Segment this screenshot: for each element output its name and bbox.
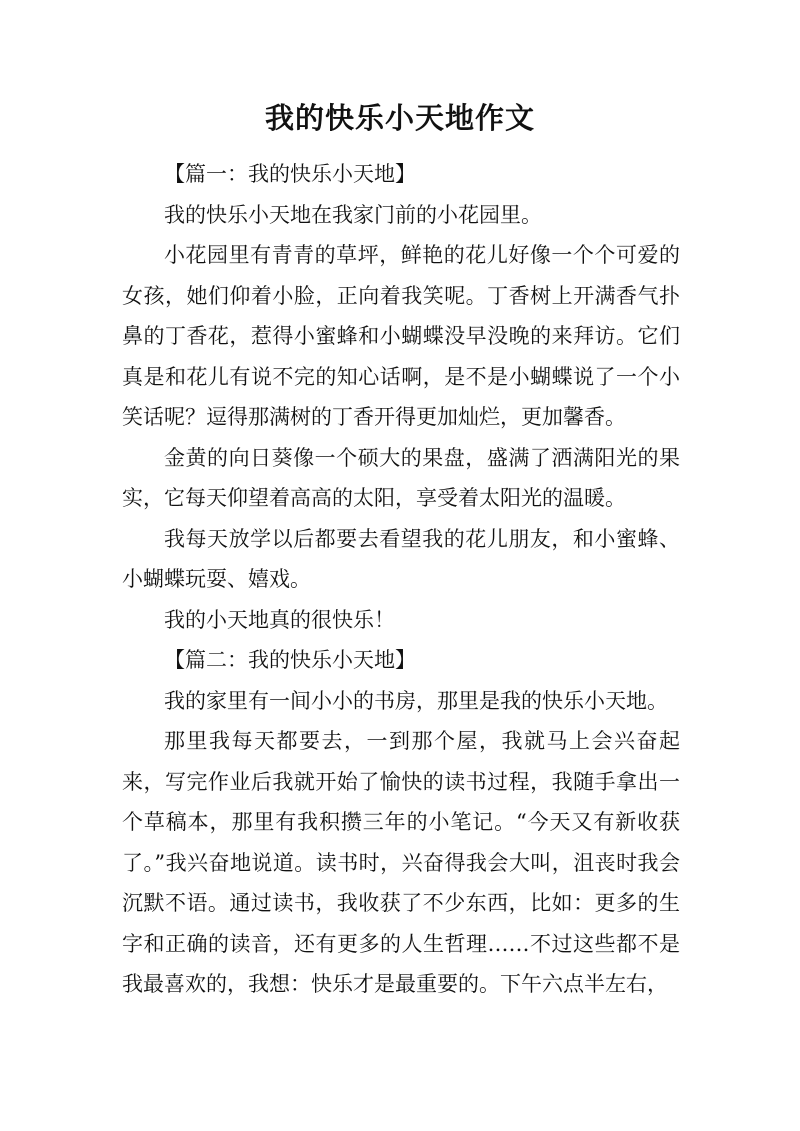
document-title: 我的快乐小天地作文 [264,101,535,135]
paragraph: 我的小天地真的很快乐！ [164,607,395,632]
paragraph: 金黄的向日葵像一个硕大的果盘，盛满了洒满阳光的果实，它每天仰望着高高的太阳，享受着太阳光的温暖。 [122,445,680,510]
document-body [122,154,680,1005]
paragraph: 我每天放学以后都要去看望我的花儿朋友，和小蜜蜂、小蝴蝶玩耍、嬉戏。 [122,526,680,591]
paragraph: 我的快乐小天地在我家门前的小花园里。 [164,202,542,227]
paragraph: 小花园里有青青的草坪，鲜艳的花儿好像一个个可爱的女孩，她们仰着小脸，正向着我笑呢。丁香树上开满香气扑鼻的丁香花，惹得小蜜蜂和小蝴蝶没早没晚的来拜访。它们真是和花儿有说不完的知心话啊，是不是小蝴蝶说了一个小笑话呢？逗得那满树的丁香开得更加灿烂，更加馨香。 [122,243,680,429]
paragraph: 我的家里有一间小小的书房，那里是我的快乐小天地。 [164,688,668,713]
paragraph: 那里我每天都要去，一到那个屋，我就马上会兴奋起来，写完作业后我就开始了愉快的读书过程，我随手拿出一个草稿本，那里有我积攒三年的小笔记。“今天又有新收获了。”我兴奋地说道。读书时，兴奋得我会大叫，沮丧时我会沉默不语。通过读书，我收获了不少东西，比如：更多的生字和正确的读音，还有更多的人生哲理……不过这些都不是我最喜欢的，我想：快乐才是最重要的。下午六点半左右， [122,729,680,996]
section-heading-1: 【篇一：我的快乐小天地】 [164,162,416,186]
section-heading-2: 【篇二：我的快乐小天地】 [164,648,416,672]
